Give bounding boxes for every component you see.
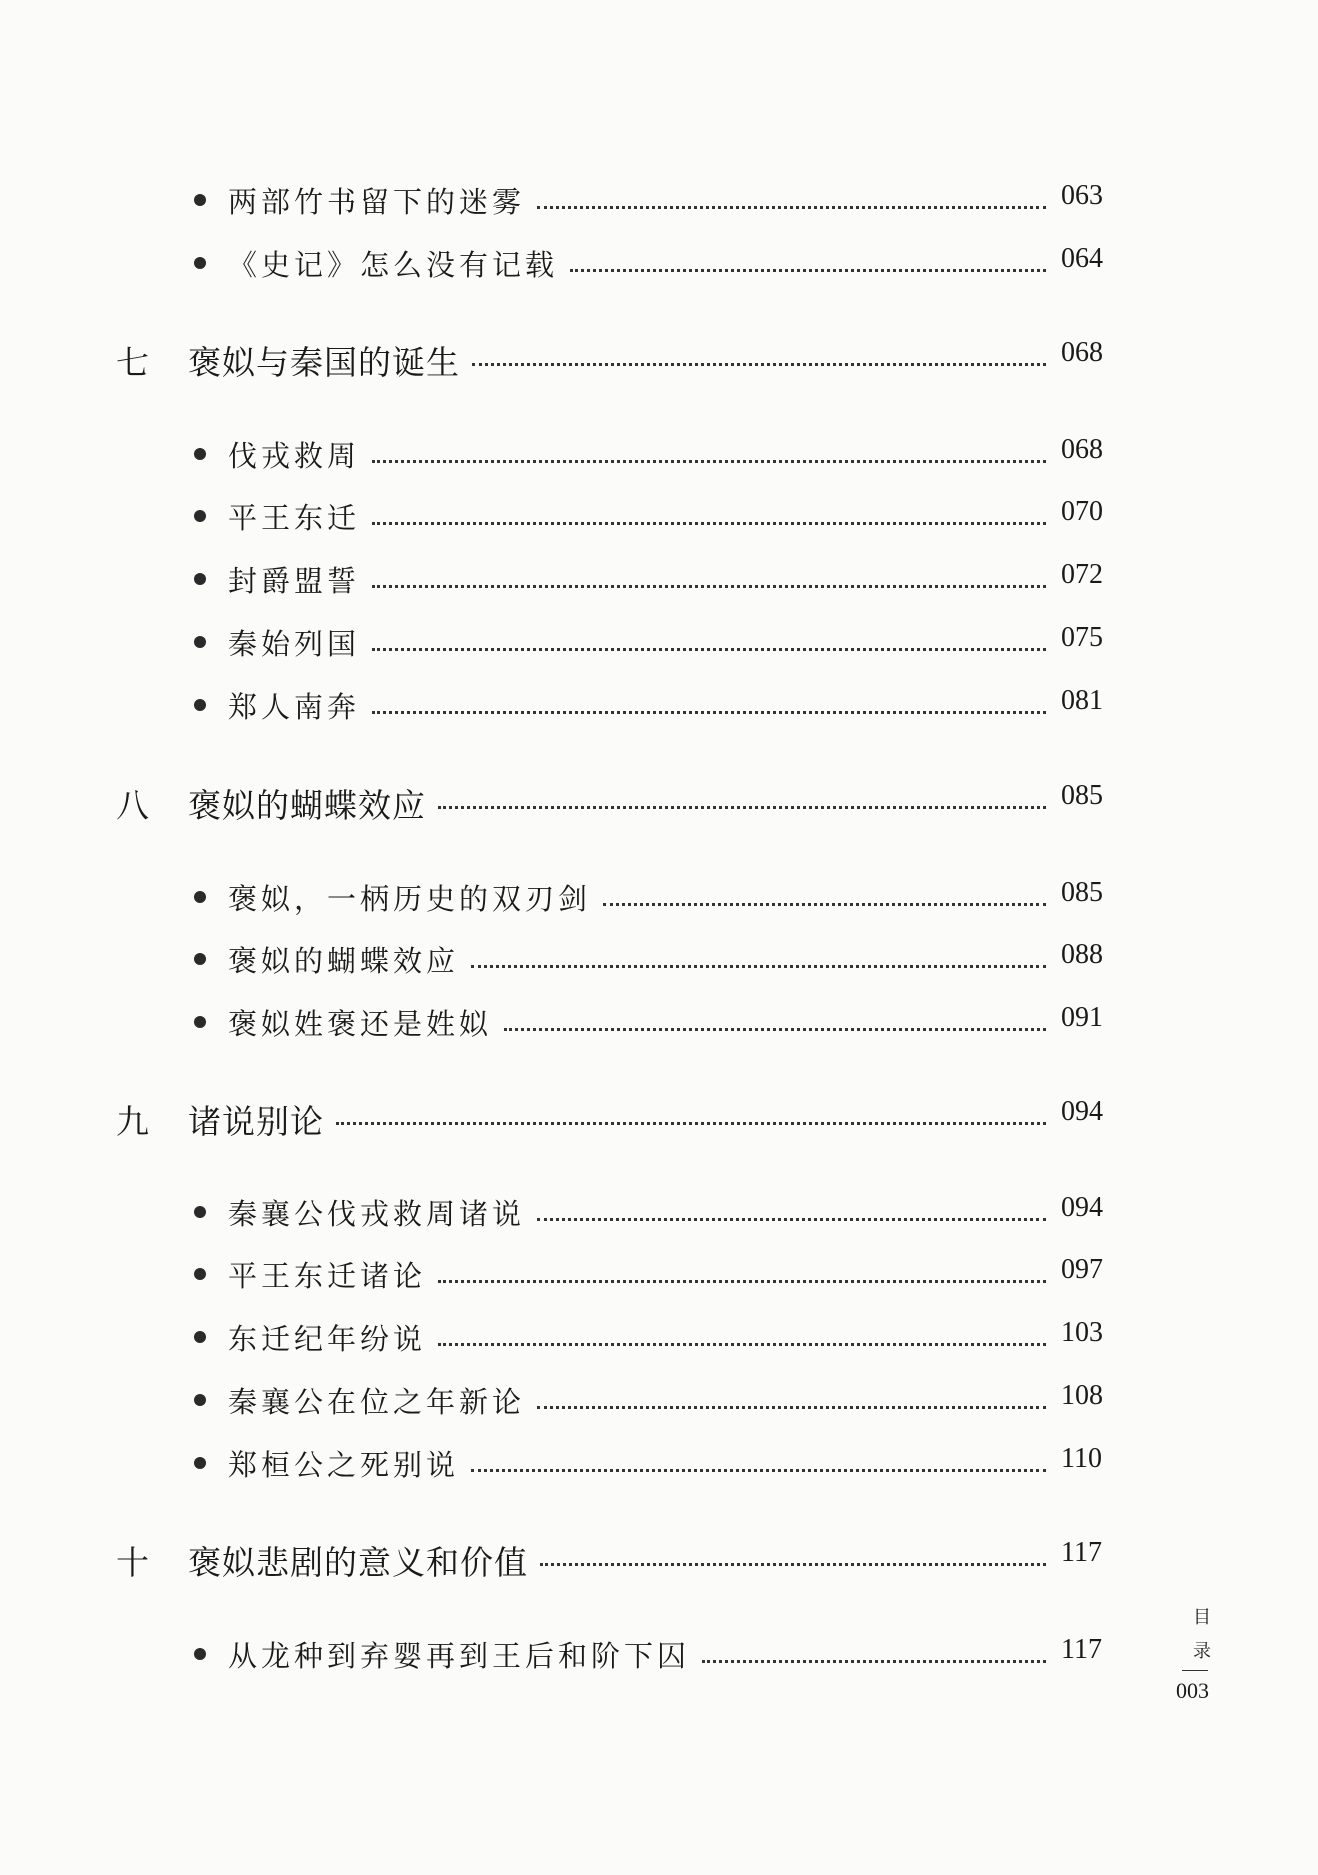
toc-page-number: 094 bbox=[1061, 1096, 1103, 1127]
bullet-icon bbox=[194, 1331, 206, 1343]
toc-section-row bbox=[0, 622, 1318, 662]
chapter-title: 褒姒的蝴蝶效应 bbox=[188, 786, 426, 825]
toc-chapter-row bbox=[0, 337, 1318, 382]
dot-leader bbox=[372, 522, 1046, 525]
toc-section-row bbox=[0, 434, 1318, 474]
dot-leader bbox=[372, 711, 1046, 714]
dot-leader bbox=[537, 206, 1046, 209]
toc-section-row bbox=[0, 1317, 1318, 1357]
dot-leader bbox=[336, 1122, 1046, 1125]
toc-section-row bbox=[0, 180, 1318, 220]
section-title: 秦襄公伐戎救周诸说 bbox=[228, 1197, 526, 1231]
bullet-icon bbox=[194, 1016, 206, 1028]
toc-page-number: 117 bbox=[1061, 1634, 1102, 1665]
section-title: 两部竹书留下的迷雾 bbox=[228, 185, 526, 219]
toc-chapter-row bbox=[0, 1096, 1318, 1141]
toc-page-number: 103 bbox=[1061, 1317, 1103, 1348]
toc-page-number: 068 bbox=[1061, 434, 1103, 465]
bullet-icon bbox=[194, 573, 206, 585]
toc-section-row bbox=[0, 559, 1318, 599]
section-title: 褒姒的蝴蝶效应 bbox=[228, 944, 460, 978]
dot-leader bbox=[540, 1563, 1046, 1566]
toc-page-number: 085 bbox=[1061, 780, 1103, 811]
chapter-number: 八 bbox=[116, 786, 149, 825]
toc-page-number: 094 bbox=[1061, 1192, 1103, 1223]
dot-leader bbox=[471, 1469, 1046, 1472]
bullet-icon bbox=[194, 699, 206, 711]
toc-section-row bbox=[0, 1192, 1318, 1232]
toc-page-number: 070 bbox=[1061, 496, 1103, 527]
section-title: 秦始列国 bbox=[228, 627, 361, 661]
toc-page-number: 072 bbox=[1061, 559, 1103, 590]
toc-page-number: 081 bbox=[1061, 685, 1103, 716]
toc-page-number: 097 bbox=[1061, 1254, 1103, 1285]
bullet-icon bbox=[194, 1457, 206, 1469]
toc-chapter-row bbox=[0, 780, 1318, 825]
dot-leader bbox=[471, 965, 1046, 968]
section-title: 东迁纪年纷说 bbox=[228, 1322, 427, 1356]
toc-page-number: 117 bbox=[1061, 1537, 1102, 1568]
toc-section-row bbox=[0, 1443, 1318, 1483]
toc-page-number: 063 bbox=[1061, 180, 1103, 211]
toc-page-number: 064 bbox=[1061, 243, 1103, 274]
dot-leader bbox=[372, 585, 1046, 588]
section-title: 伐戎救周 bbox=[228, 439, 361, 473]
chapter-title: 褒姒悲剧的意义和价值 bbox=[188, 1543, 528, 1582]
chapter-number: 七 bbox=[116, 343, 149, 382]
bullet-icon bbox=[194, 636, 206, 648]
toc-section-row bbox=[0, 1634, 1318, 1674]
dot-leader bbox=[702, 1660, 1046, 1663]
toc-page-number: 110 bbox=[1061, 1443, 1102, 1474]
section-title: 封爵盟誓 bbox=[228, 564, 361, 598]
section-title: 平王东迁诸论 bbox=[228, 1259, 427, 1293]
toc-page-number: 088 bbox=[1061, 939, 1103, 970]
dot-leader bbox=[472, 363, 1046, 366]
bullet-icon bbox=[194, 448, 206, 460]
chapter-title: 褒姒与秦国的诞生 bbox=[188, 343, 460, 382]
bullet-icon bbox=[194, 194, 206, 206]
chapter-title: 诸说别论 bbox=[188, 1102, 324, 1141]
section-title: 郑人南奔 bbox=[228, 690, 361, 724]
toc-chapter-row bbox=[0, 1537, 1318, 1582]
toc-section-row bbox=[0, 877, 1318, 917]
toc-section-row bbox=[0, 685, 1318, 725]
bullet-icon bbox=[194, 257, 206, 269]
toc-page-number: 068 bbox=[1061, 337, 1103, 368]
section-title: 《史记》怎么没有记载 bbox=[228, 248, 559, 282]
dot-leader bbox=[603, 903, 1046, 906]
section-title: 褒姒姓褒还是姓姒 bbox=[228, 1007, 493, 1041]
toc-section-row bbox=[0, 243, 1318, 283]
dot-leader bbox=[438, 1280, 1046, 1283]
folio-page-number: 003 bbox=[1176, 1678, 1209, 1703]
dot-leader bbox=[537, 1406, 1046, 1409]
dot-leader bbox=[537, 1218, 1046, 1221]
dot-leader bbox=[570, 269, 1046, 272]
dot-leader bbox=[372, 460, 1046, 463]
bullet-icon bbox=[194, 1648, 206, 1660]
toc-page-number: 091 bbox=[1061, 1002, 1103, 1033]
bullet-icon bbox=[194, 891, 206, 903]
toc-section-row bbox=[0, 496, 1318, 536]
bullet-icon bbox=[194, 1206, 206, 1218]
toc-page-number: 108 bbox=[1061, 1380, 1103, 1411]
section-title: 平王东迁 bbox=[228, 501, 361, 535]
dot-leader bbox=[372, 648, 1046, 651]
dot-leader bbox=[438, 1343, 1046, 1346]
chapter-number: 九 bbox=[116, 1102, 149, 1141]
toc-section-row bbox=[0, 1254, 1318, 1294]
section-title: 秦襄公在位之年新论 bbox=[228, 1385, 526, 1419]
section-title: 褒姒，一柄历史的双刃剑 bbox=[228, 882, 592, 916]
running-head-rule bbox=[1182, 1670, 1208, 1671]
dot-leader bbox=[504, 1028, 1046, 1031]
chapter-number: 十 bbox=[116, 1543, 149, 1582]
section-title: 郑桓公之死别说 bbox=[228, 1448, 460, 1482]
bullet-icon bbox=[194, 953, 206, 965]
toc-page-number: 075 bbox=[1061, 622, 1103, 653]
bullet-icon bbox=[194, 1394, 206, 1406]
toc-section-row bbox=[0, 1380, 1318, 1420]
bullet-icon bbox=[194, 510, 206, 522]
toc-section-row bbox=[0, 939, 1318, 979]
section-title: 从龙种到弃婴再到王后和阶下囚 bbox=[228, 1639, 691, 1673]
toc-section-row bbox=[0, 1002, 1318, 1042]
toc-page-number: 085 bbox=[1061, 877, 1103, 908]
running-head-char-2: 录 bbox=[1193, 1641, 1211, 1662]
dot-leader bbox=[438, 806, 1046, 809]
bullet-icon bbox=[194, 1268, 206, 1280]
running-head-char-1: 目 bbox=[1193, 1607, 1211, 1628]
